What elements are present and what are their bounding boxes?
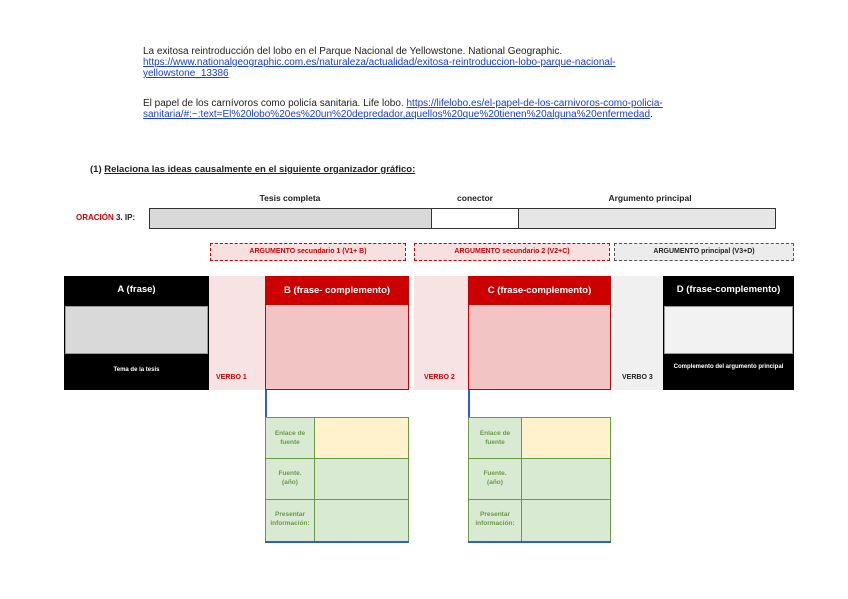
conector-input[interactable] xyxy=(431,208,519,229)
oracion-label-rest: 3. IP: xyxy=(113,213,136,222)
reference-2-link-line1[interactable]: https://lifelobo.es/el-papel-de-los-carnivoros-como-policia- xyxy=(406,98,663,109)
source-c-bottom-line xyxy=(468,541,611,543)
source-c-row1-label: Enlace de fuente xyxy=(479,430,511,446)
source-b-row3-label: Presentar información: xyxy=(270,511,310,527)
source-b-row3-input[interactable] xyxy=(314,499,409,542)
connector-line-b xyxy=(265,390,267,417)
task-text: Relaciona las ideas causalmente en el siguiente organizador gráfico: xyxy=(104,164,416,175)
source-b-row2-input[interactable] xyxy=(314,458,409,500)
header-argumento: Argumento principal xyxy=(608,193,692,203)
verbo-3-label: VERBO 3 xyxy=(622,374,653,381)
column-a xyxy=(64,276,209,390)
secondary-arg-2: ARGUMENTO secundario 2 (V2+C) xyxy=(414,243,610,261)
column-d xyxy=(663,276,794,390)
reference-2-text: El papel de los carnívoros como policía sanitaria. Life lobo. xyxy=(143,98,404,109)
reference-1-link-line1[interactable]: https://www.nationalgeographic.com.es/naturaleza/actualidad/exitosa-reintroduccion-lobo-parque-nacional- xyxy=(143,57,616,68)
source-b-row1-input[interactable] xyxy=(314,417,409,459)
column-d-input[interactable] xyxy=(664,306,793,354)
column-a-title: A (frase) xyxy=(117,284,156,295)
column-c-title: C (frase-complemento) xyxy=(487,285,592,296)
task-heading xyxy=(90,164,415,175)
reference-1-text: La exitosa reintroducción del lobo en el Parque Nacional de Yellowstone. National Geographic. xyxy=(143,46,563,57)
oracion-label-red: ORACIÓN xyxy=(76,213,114,222)
column-a-subtitle: Tema de la tesis xyxy=(113,367,160,373)
column-b-input[interactable] xyxy=(266,305,408,389)
source-c-row2-label: Fuente. (año) xyxy=(483,470,507,486)
source-b-row1-label: Enlace de fuente xyxy=(274,430,306,446)
oracion-label xyxy=(76,213,135,222)
column-b-title: B (frase- complemento) xyxy=(283,285,391,296)
header-conector: conector xyxy=(457,193,493,203)
column-c xyxy=(468,276,611,390)
tesis-input[interactable] xyxy=(149,208,432,229)
column-d-title: D (frase-complemento) xyxy=(676,284,781,295)
reference-1 xyxy=(143,46,616,79)
source-b-row2-label: Fuente. (año) xyxy=(278,470,302,486)
source-c-row3-input[interactable] xyxy=(521,499,611,542)
verbo-2-label: VERBO 2 xyxy=(424,374,455,381)
source-c-row3-label: Presentar información: xyxy=(475,511,515,527)
verbo-2-area xyxy=(414,276,469,390)
reference-2-period: . xyxy=(650,109,653,120)
verbo-1-area xyxy=(209,276,266,390)
secondary-arg-1: ARGUMENTO secundario 1 (V1+ B) xyxy=(210,243,406,261)
source-c-row2-input[interactable] xyxy=(521,458,611,500)
verbo-3-area xyxy=(614,276,663,390)
verbo-1-label: VERBO 1 xyxy=(216,374,247,381)
task-number: (1) xyxy=(90,164,102,175)
column-c-input[interactable] xyxy=(469,305,610,389)
source-b-bottom-line xyxy=(265,541,409,543)
connector-line-c xyxy=(468,390,470,417)
principal-arg: ARGUMENTO principal (V3+D) xyxy=(614,243,794,261)
reference-1-link-line2[interactable]: yellowstone_13386 xyxy=(143,68,229,79)
source-table-c xyxy=(468,417,611,543)
reference-2-link-line2[interactable]: sanitaria/#:~:text=El%20lobo%20es%20un%20depredador,aquellos%20que%20tienen%20alguna%20enfermedad xyxy=(143,109,651,120)
column-b xyxy=(265,276,409,390)
reference-2 xyxy=(143,98,663,120)
source-table-b xyxy=(265,417,409,543)
column-a-input[interactable] xyxy=(65,306,208,354)
argumento-input[interactable] xyxy=(518,208,776,229)
column-d-subtitle: Complemento del argumento principal xyxy=(673,364,784,370)
header-tesis: Tesis completa xyxy=(259,193,321,203)
source-c-row1-input[interactable] xyxy=(521,417,611,459)
